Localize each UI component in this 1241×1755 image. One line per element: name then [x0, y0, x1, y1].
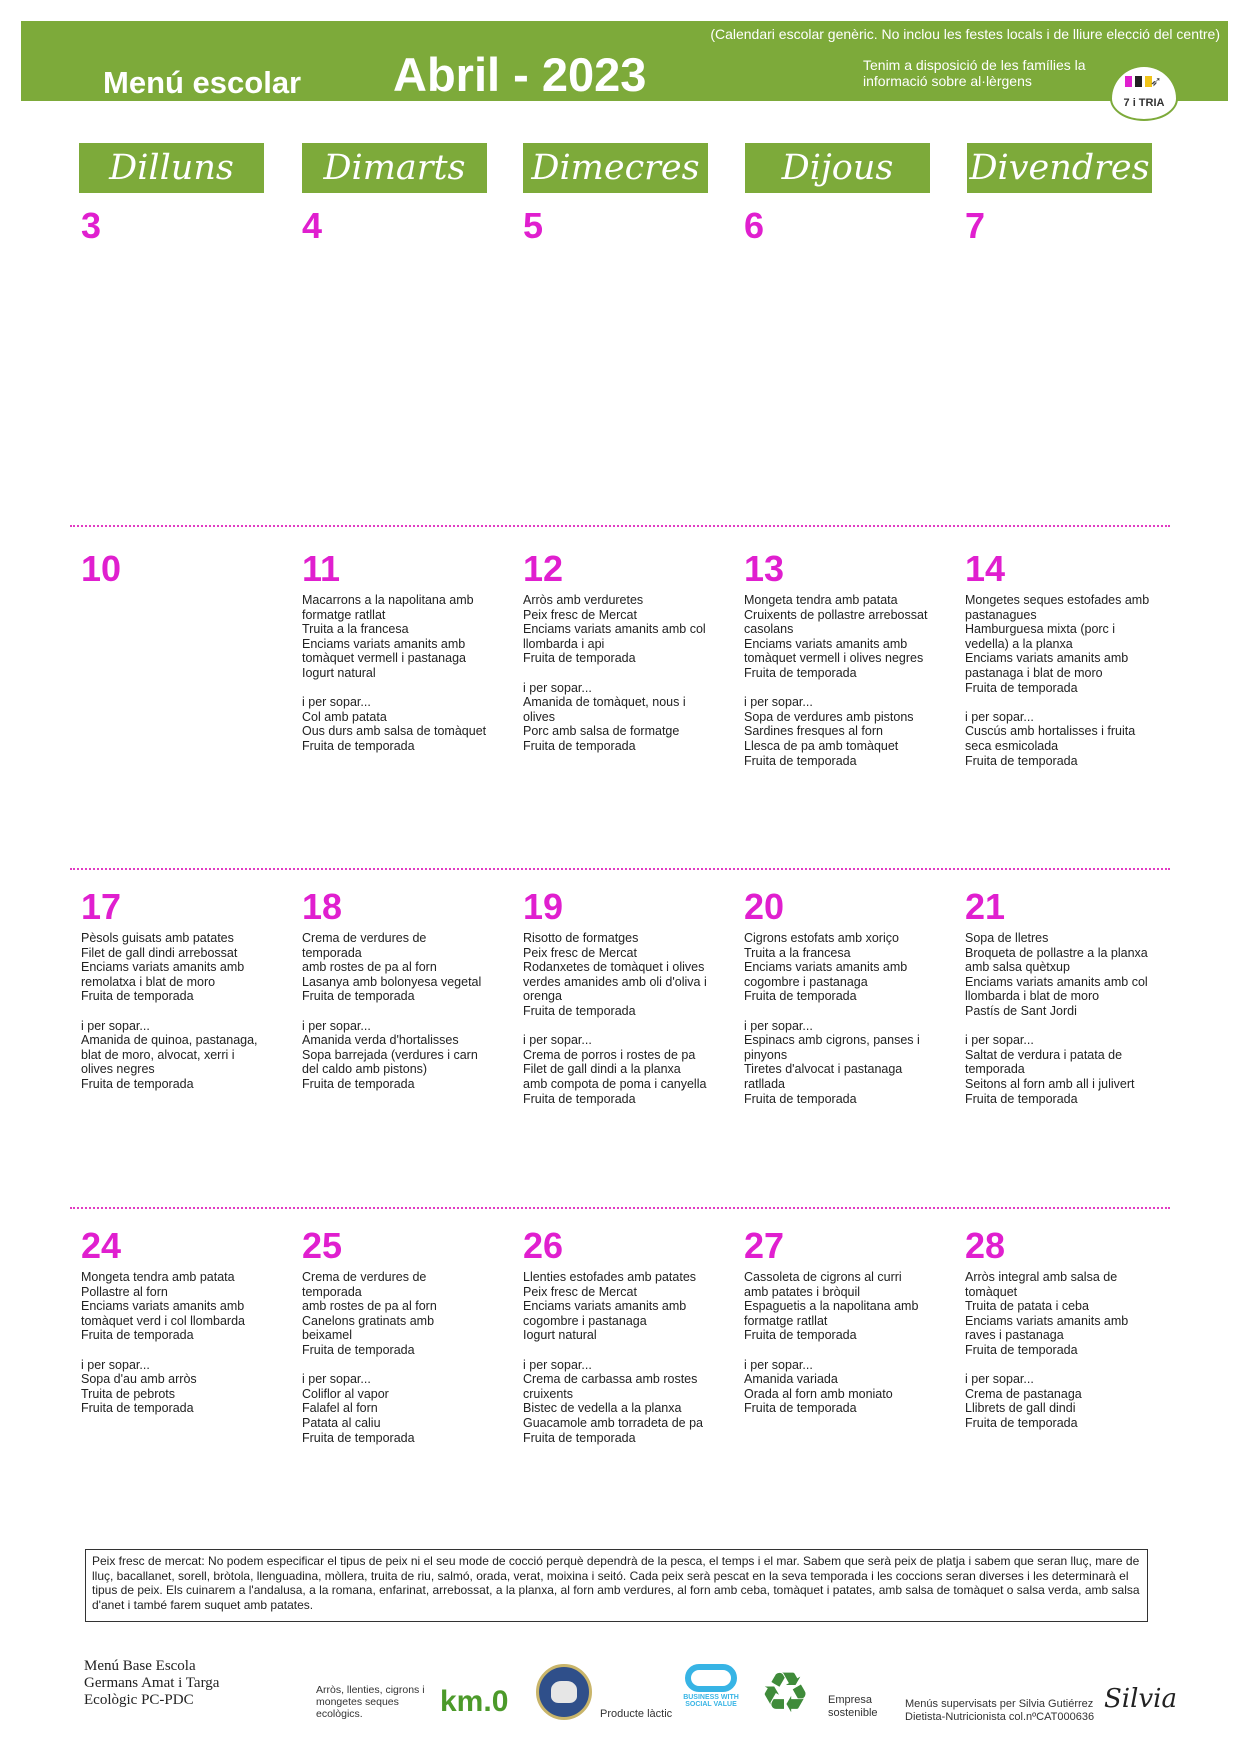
menu-item: Arròs amb verduretes: [523, 593, 644, 607]
menu-item: Peix fresc de Mercat: [523, 1284, 637, 1299]
menu-item: Col amb patata: [302, 709, 387, 724]
menu-item: Amanida de quinoa, pastanaga,: [81, 1033, 258, 1048]
day-cell: [965, 1226, 1165, 1431]
menu-item: Sopa de lletres: [965, 931, 1049, 945]
day-cell: [744, 887, 944, 1106]
menu-item: i per sopar...: [523, 680, 592, 695]
week-separator: [70, 525, 1170, 527]
menu-spacer: [744, 681, 944, 696]
menu-item: Amanida de tomàquet, nous i: [523, 695, 686, 710]
menu-item: cruixents: [523, 1386, 574, 1401]
day-cell: [523, 549, 723, 754]
menu-item: Enciams variats amanits amb: [965, 1313, 1129, 1328]
menu-item: Espaguetis a la napolitana amb: [744, 1299, 919, 1314]
menu-item: Llibrets de gall dindi: [965, 1401, 1076, 1416]
menu-item: Tiretes d'alvocat i pastanaga: [744, 1062, 903, 1077]
menu-item: i per sopar...: [302, 1018, 371, 1033]
menu-item: Fruita de temporada: [302, 1430, 415, 1445]
day-cell: [744, 1226, 944, 1416]
menu-item: Crema de pastanaga: [965, 1386, 1082, 1401]
menu-item: Peix fresc de Mercat: [523, 607, 637, 622]
day-number: 19: [523, 886, 564, 927]
menu-item: amb rostes de pa al forn: [302, 960, 437, 975]
menu-list: [302, 1270, 502, 1445]
menu-item: tomàquet verd i col llombarda: [81, 1313, 245, 1328]
menu-item: casolans: [744, 622, 794, 637]
day-header-divendres: Divendres: [967, 143, 1152, 193]
menu-item: cogombre i pastanaga: [744, 974, 868, 989]
dairy-label: Producte làctic: [600, 1708, 673, 1720]
social-value-logo: [682, 1664, 740, 1708]
menu-item: Fruita de temporada: [965, 680, 1078, 695]
day-cell: [523, 206, 723, 250]
menu-item: Mongetes seques estofades amb: [965, 593, 1150, 607]
menu-item: Canelons gratinats amb: [302, 1313, 435, 1328]
menu-spacer: [744, 1343, 944, 1358]
menu-item: blat de moro, alvocat, xerri i: [81, 1047, 235, 1062]
menu-item: Fruita de temporada: [965, 753, 1078, 768]
menu-item: i per sopar...: [965, 709, 1034, 724]
menu-item: i per sopar...: [302, 695, 371, 710]
menu-item: Fruita de temporada: [965, 1342, 1078, 1357]
day-number: 25: [302, 1225, 343, 1266]
day-cell: [302, 1226, 502, 1445]
menu-item: Fruita de temporada: [523, 1430, 636, 1445]
menu-item: Orada al forn amb moniato: [744, 1386, 893, 1401]
menu-item: Hamburguesa mixta (porc i: [965, 622, 1116, 637]
day-cell: [965, 549, 1165, 768]
menu-spacer: [302, 681, 502, 696]
menu-item: Patata al caliu: [302, 1415, 381, 1430]
menu-item: Cuscús amb hortalisses i fruita: [965, 724, 1136, 739]
day-number: 12: [523, 548, 564, 589]
menu-item: seca esmicolada: [965, 738, 1059, 753]
menu-item: Fruita de temporada: [744, 753, 857, 768]
menu-item: pastanaga i blat de moro: [965, 665, 1103, 680]
menu-item: Fruita de temporada: [523, 651, 636, 666]
menu-item: i per sopar...: [965, 1372, 1034, 1387]
menu-item: llombarda i blat de moro: [965, 989, 1100, 1004]
menu-item: remolatxa i blat de moro: [81, 974, 216, 989]
menu-item: Crema de porros i rostes de pa: [523, 1047, 696, 1062]
recycle-icon: ♻: [760, 1661, 811, 1724]
menu-item: Rodanxetes de tomàquet i olives: [523, 960, 705, 975]
menu-item: i per sopar...: [744, 1018, 813, 1033]
menu-item: i per sopar...: [523, 1033, 592, 1048]
menu-list: [523, 593, 723, 754]
week-separator: [70, 868, 1170, 870]
menu-item: Fruita de temporada: [81, 1076, 194, 1091]
menu-item: Crema de carbassa amb rostes: [523, 1372, 698, 1387]
menu-item: Fruita de temporada: [302, 1342, 415, 1357]
menu-item: Enciams variats amanits amb: [965, 651, 1129, 666]
menu-item: Ous durs amb salsa de tomàquet: [302, 724, 487, 739]
menu-list: [81, 1270, 281, 1416]
menu-list: [302, 593, 502, 754]
menu-spacer: [523, 1343, 723, 1358]
signature: Silvia: [1104, 1684, 1177, 1714]
menu-item: Fruita de temporada: [744, 665, 857, 680]
menu-list: [744, 931, 944, 1106]
day-number: 28: [965, 1225, 1006, 1266]
menu-item: i per sopar...: [744, 695, 813, 710]
menu-list: [744, 593, 944, 768]
day-number: 7: [965, 205, 986, 246]
day-cell: [81, 887, 281, 1092]
menu-item: beixamel: [302, 1328, 353, 1343]
menu-list: [302, 931, 502, 1092]
menu-item: Iogurt natural: [523, 1328, 597, 1343]
day-cell: [302, 549, 502, 754]
menu-spacer: [965, 695, 1165, 710]
menu-item: Amanida verda d'hortalisses: [302, 1033, 459, 1048]
menu-item: Sopa d'au amb arròs: [81, 1372, 197, 1387]
day-cell: [523, 1226, 723, 1445]
menu-item: tomàquet vermell i olives negres: [744, 651, 924, 666]
supervisor-info: Menús supervisats per Silvia Gutiérrez Dietista-Nutricionista col.nºCAT000636: [905, 1698, 1095, 1723]
day-number: 18: [302, 886, 343, 927]
menu-item: Crema de verdures de: [302, 931, 427, 945]
menu-item: Pèsols guisats amb patates: [81, 931, 234, 945]
menu-item: pinyons: [744, 1047, 788, 1062]
menu-item: Cruixents de pollastre arrebossat: [744, 607, 928, 622]
menu-item: Enciams variats amanits amb col: [523, 622, 706, 637]
menu-list: [965, 593, 1165, 768]
day-cell: [744, 549, 944, 768]
menu-item: formatge ratllat: [302, 607, 386, 622]
menu-item: Fruita de temporada: [302, 989, 415, 1004]
day-number: 26: [523, 1225, 564, 1266]
menu-item: Fruita de temporada: [302, 1076, 415, 1091]
allergen-info: Tenim a disposició de les famílies la informació sobre al·lèrgens: [863, 57, 1086, 89]
menu-item: Cassoleta de cigrons al curri: [744, 1270, 902, 1284]
menu-item: Fruita de temporada: [523, 738, 636, 753]
menu-item: Fruita de temporada: [523, 1003, 636, 1018]
menu-item: Truita a la francesa: [302, 622, 409, 637]
menu-item: amb salsa quètxup: [965, 960, 1070, 975]
social-value-text: BUSINESS WITH SOCIAL VALUE: [683, 1694, 739, 1708]
menu-item: Sopa barrejada (verdures i carn: [302, 1047, 478, 1062]
menu-item: Fruita de temporada: [965, 1415, 1078, 1430]
day-cell: [965, 887, 1165, 1106]
school-info: Menú Base Escola Germans Amat i Targa Ecològic PC-PDC: [84, 1658, 220, 1708]
bird-icon: ➶: [1150, 73, 1162, 89]
menu-item: formatge ratllat: [744, 1313, 828, 1328]
calendar-note: (Calendari escolar genèric. No inclou les festes locals i de lliure elecció del centre): [710, 26, 1220, 42]
day-cell: [965, 206, 1165, 250]
day-number: 5: [523, 205, 544, 246]
page-title: Abril - 2023: [393, 48, 647, 101]
day-cell: [302, 206, 502, 250]
menu-item: Porc amb salsa de formatge: [523, 724, 680, 739]
menu-item: Fruita de temporada: [81, 989, 194, 1004]
menu-item: Risotto de formatges: [523, 931, 639, 945]
menu-item: Enciams variats amanits amb: [81, 1299, 245, 1314]
menu-item: Espinacs amb cigrons, panses i: [744, 1033, 920, 1048]
menu-item: Llesca de pa amb tomàquet: [744, 738, 899, 753]
menu-spacer: [744, 1004, 944, 1019]
menu-item: amb compota de poma i canyella: [523, 1076, 707, 1091]
sustainable-label: Empresa sostenible: [828, 1694, 878, 1719]
day-number: 17: [81, 886, 122, 927]
day-number: 10: [81, 548, 122, 589]
menu-list: [965, 1270, 1165, 1431]
menu-item: temporada: [302, 945, 362, 960]
menu-item: tomàquet: [965, 1284, 1018, 1299]
menu-spacer: [302, 1004, 502, 1019]
logo-marks-icon: [1125, 76, 1152, 87]
menu-item: amb patates i bròquil: [744, 1284, 861, 1299]
menu-item: i per sopar...: [302, 1372, 371, 1387]
menu-item: ratllada: [744, 1076, 785, 1091]
day-cell: [81, 1226, 281, 1416]
menu-label: Menú escolar: [103, 65, 302, 100]
menu-item: Lasanya amb bolonyesa vegetal: [302, 974, 482, 989]
menu-item: Guacamole amb torradeta de pa: [523, 1415, 703, 1430]
day-cell: [302, 887, 502, 1092]
day-number: 11: [302, 548, 341, 589]
ecological-note: Arròs, llenties, cigrons i mongetes seques ecològics.: [316, 1684, 425, 1720]
menu-item: amb rostes de pa al forn: [302, 1299, 437, 1314]
menu-list: [965, 931, 1165, 1106]
day-number: 4: [302, 205, 323, 246]
menu-item: Enciams variats amanits amb: [302, 636, 466, 651]
menu-item: i per sopar...: [965, 1033, 1034, 1048]
logo-text: 7 i TRIA: [1123, 97, 1165, 109]
menu-spacer: [523, 1019, 723, 1034]
menu-item: del caldo amb pistons): [302, 1062, 428, 1077]
menu-item: Crema de verdures de: [302, 1270, 427, 1284]
dairy-brand-badge-icon: [536, 1664, 592, 1720]
menu-spacer: [523, 666, 723, 681]
menu-item: Enciams variats amanits amb col: [965, 974, 1148, 989]
header-banner: [21, 21, 1228, 101]
week-separator: [70, 1207, 1170, 1209]
menu-item: Fruita de temporada: [302, 738, 415, 753]
menu-item: i per sopar...: [523, 1357, 592, 1372]
menu-item: cogombre i pastanaga: [523, 1313, 647, 1328]
day-cell: [523, 887, 723, 1106]
day-number: 6: [744, 205, 765, 246]
menu-item: Enciams variats amanits amb: [744, 960, 908, 975]
menu-item: Llenties estofades amb patates: [523, 1270, 697, 1284]
menu-list: [81, 931, 281, 1092]
menu-list: [523, 931, 723, 1106]
menu-item: Enciams variats amanits amb: [81, 960, 245, 975]
menu-item: Enciams variats amanits amb: [744, 636, 908, 651]
menu-item: llombarda i api: [523, 636, 605, 651]
day-number: 27: [744, 1225, 785, 1266]
menu-item: Pollastre al forn: [81, 1284, 168, 1299]
menu-item: Coliflor al vapor: [302, 1386, 389, 1401]
menu-spacer: [302, 1358, 502, 1373]
day-number: 3: [81, 205, 102, 246]
menu-item: Mongeta tendra amb patata: [81, 1270, 235, 1284]
day-cell: [81, 206, 281, 250]
menu-item: i per sopar...: [744, 1357, 813, 1372]
day-header-dimarts: Dimarts: [302, 143, 487, 193]
menu-item: Enciams variats amanits amb: [523, 1299, 687, 1314]
menu-item: Truita de patata i ceba: [965, 1299, 1089, 1314]
menu-item: Fruita de temporada: [81, 1401, 194, 1416]
menu-item: i per sopar...: [81, 1357, 150, 1372]
menu-item: Iogurt natural: [302, 665, 376, 680]
day-cell: [744, 206, 944, 250]
menu-item: temporada: [302, 1284, 362, 1299]
menu-item: Fruita de temporada: [81, 1328, 194, 1343]
km0-logo: km.0: [440, 1685, 509, 1718]
day-header-dilluns: Dilluns: [79, 143, 264, 193]
day-header-dijous: Dijous: [745, 143, 930, 193]
day-number: 20: [744, 886, 785, 927]
menu-item: olives negres: [81, 1062, 155, 1077]
menu-item: Macarrons a la napolitana amb: [302, 593, 474, 607]
menu-item: vedella) a la planxa: [965, 636, 1073, 651]
menu-item: Fruita de temporada: [965, 1091, 1078, 1106]
menu-spacer: [965, 1019, 1165, 1034]
menu-spacer: [965, 1358, 1165, 1373]
day-number: 13: [744, 548, 785, 589]
menu-item: i per sopar...: [81, 1018, 150, 1033]
menu-item: Sopa de verdures amb pistons: [744, 709, 914, 724]
menu-spacer: [81, 1004, 281, 1019]
menu-item: Sardines fresques al forn: [744, 724, 883, 739]
menu-item: Bistec de vedella a la planxa: [523, 1401, 682, 1416]
menu-item: orenga: [523, 989, 562, 1004]
menu-spacer: [81, 1343, 281, 1358]
menu-item: Truita de pebrots: [81, 1386, 176, 1401]
menu-item: Cigrons estofats amb xoriço: [744, 931, 899, 945]
day-number: 21: [965, 886, 1006, 927]
menu-item: temporada: [965, 1062, 1025, 1077]
menu-item: Filet de gall dindi a la planxa: [523, 1062, 681, 1077]
menu-item: Peix fresc de Mercat: [523, 945, 637, 960]
menu-item: Mongeta tendra amb patata: [744, 593, 898, 607]
menu-list: [744, 1270, 944, 1416]
menu-item: olives: [523, 709, 555, 724]
day-number: 14: [965, 548, 1006, 589]
fish-note: Peix fresc de mercat: No podem especificar el tipus de peix ni el seu mode de cocció perquè dependrà de la pesca, el temps i el mar. Sabem que serà peix de platja i sabem que seran lluç, mare de lluç, bacallanet, sorell, bròtola, llenguadina, mòllera, truita de riu, salmó, orada, verat, moixina i seitó. Cada peix serà pescat en la seva temporada i les coccions seran diverses i les determinarà el tipus de peix. Els cuinarem a l'andalusa, a la romana, enfarinat, arrebossat, a la planxa, al forn amb verdures, al forn amb ceba, tomàquet i patates, amb salsa de tomàquet o salsa verda, amb salsa d'anet i també farem suquet amb patates.: [85, 1549, 1148, 1622]
menu-item: Fruita de temporada: [523, 1091, 636, 1106]
menu-item: Fruita de temporada: [744, 1328, 857, 1343]
menu-item: Truita a la francesa: [744, 945, 851, 960]
menu-item: Saltat de verdura i patata de: [965, 1047, 1123, 1062]
menu-item: Pastís de Sant Jordi: [965, 1003, 1077, 1018]
menu-item: Filet de gall dindi arrebossat: [81, 945, 238, 960]
day-header-dimecres: Dimecres: [523, 143, 708, 193]
menu-item: Arròs integral amb salsa de: [965, 1270, 1118, 1284]
menu-list: [523, 1270, 723, 1445]
menu-item: raves i pastanaga: [965, 1328, 1064, 1343]
menu-item: Falafel al forn: [302, 1401, 378, 1416]
day-number: 24: [81, 1225, 122, 1266]
menu-item: pastanagues: [965, 607, 1037, 622]
menu-item: tomàquet vermell i pastanaga: [302, 651, 466, 666]
menu-item: Broqueta de pollastre a la planxa: [965, 945, 1148, 960]
menu-item: Seitons al forn amb all i julivert: [965, 1076, 1135, 1091]
menu-item: Fruita de temporada: [744, 989, 857, 1004]
menu-item: Fruita de temporada: [744, 1401, 857, 1416]
menu-item: verdes amanides amb oli d'oliva i: [523, 974, 707, 989]
menu-item: Amanida variada: [744, 1372, 838, 1387]
menu-item: Fruita de temporada: [744, 1091, 857, 1106]
infinity-icon: [685, 1664, 737, 1692]
day-cell: [81, 549, 281, 593]
